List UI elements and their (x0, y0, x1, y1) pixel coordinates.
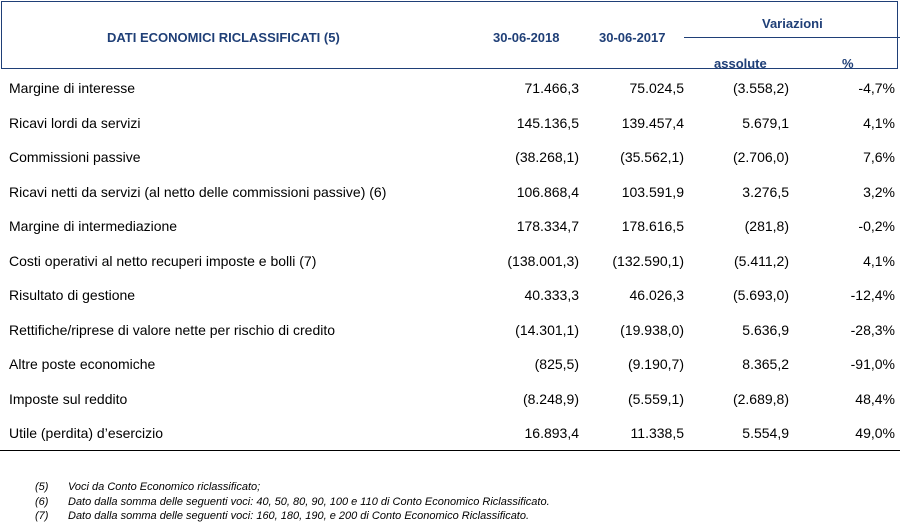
value-percent: 49,0% (855, 425, 895, 441)
table-row (0, 346, 900, 381)
variazioni-divider (684, 37, 900, 38)
value-2018: (138.001,3) (507, 252, 579, 269)
value-assolute: (2.706,0) (732, 149, 789, 165)
row-label: Ricavi netti da servizi (al netto delle commissioni passive) (6) (9, 183, 387, 200)
table-row (0, 105, 900, 140)
column-header-2017: 30-06-2017 (599, 30, 666, 45)
value-2017: 46.026,3 (629, 287, 684, 303)
table-row (0, 174, 900, 209)
value-2017: 103.591,9 (621, 183, 684, 200)
value-percent: 4,1% (863, 252, 895, 269)
row-label: Utile (perdita) d’esercizio (9, 425, 164, 441)
value-assolute: 5.679,1 (742, 114, 789, 131)
table-row (0, 312, 900, 347)
value-assolute: 5.554,9 (742, 425, 789, 441)
row-label: Margine di intermediazione (9, 218, 178, 234)
footnote-text: Dato dalla somma delle seguenti voci: 160, 180, 190, e 200 di Conto Economico Riclassificato. (68, 510, 530, 522)
value-assolute: (2.689,8) (732, 390, 789, 407)
table-row (0, 70, 900, 105)
table-row (0, 208, 900, 243)
column-header-variazioni: Variazioni (762, 16, 823, 31)
footnote-number: (5) (35, 481, 49, 493)
value-2018: 145.136,5 (516, 114, 579, 131)
column-header-2018: 30-06-2018 (493, 30, 560, 45)
row-label: Rettifiche/riprese di valore nette per rischio di credito (9, 321, 336, 338)
value-percent: -0,2% (858, 218, 895, 234)
value-2018: (14.301,1) (515, 321, 579, 338)
value-2017: (132.590,1) (612, 252, 684, 269)
value-assolute: 3.276,5 (742, 183, 789, 200)
table-row (0, 139, 900, 174)
value-percent: -12,4% (850, 287, 895, 303)
value-2018: (8.248,9) (522, 390, 579, 407)
row-label: Commissioni passive (9, 149, 141, 165)
footnote-number: (6) (35, 495, 49, 508)
value-percent: -28,3% (850, 321, 895, 338)
footnote-number: (7) (35, 510, 49, 522)
value-2017: (5.559,1) (627, 390, 684, 407)
value-2018: 106.868,4 (516, 183, 579, 200)
value-percent: -4,7% (858, 80, 895, 96)
value-2018: 71.466,3 (524, 80, 579, 96)
table-bottom-rule (0, 450, 900, 451)
value-assolute: (5.693,0) (732, 287, 789, 303)
value-assolute: (3.558,2) (732, 80, 789, 96)
value-2017: 11.338,5 (630, 425, 684, 441)
value-2017: (9.190,7) (627, 356, 684, 372)
value-assolute: 5.636,9 (742, 321, 789, 338)
value-2017: 139.457,4 (621, 114, 684, 131)
value-percent: 7,6% (863, 149, 895, 165)
value-2018: 16.893,4 (524, 425, 579, 441)
row-label: Ricavi lordi da servizi (9, 114, 141, 131)
value-2017: 178.616,5 (621, 218, 684, 234)
table-body (0, 70, 900, 450)
column-header-assolute: assolute (714, 56, 767, 71)
table-row (0, 381, 900, 416)
table-row (0, 415, 900, 450)
column-header-percent: % (842, 56, 854, 71)
value-2018: (825,5) (534, 356, 579, 372)
value-percent: -91,0% (850, 356, 895, 372)
footnote-text: Voci da Conto Economico riclassificato; (68, 481, 261, 493)
table-row (0, 243, 900, 278)
value-2018: 178.334,7 (516, 218, 579, 234)
value-percent: 4,1% (863, 114, 895, 131)
value-2017: 75.024,5 (629, 80, 684, 96)
value-percent: 48,4% (855, 390, 895, 407)
row-label: Risultato di gestione (9, 287, 136, 303)
value-assolute: (5.411,2) (734, 252, 789, 269)
value-percent: 3,2% (863, 183, 895, 200)
value-assolute: 8.365,2 (742, 356, 789, 372)
footnote-text: Dato dalla somma delle seguenti voci: 40, 50, 80, 90, 100 e 110 di Conto Economico Riclassificato. (68, 495, 550, 508)
value-2018: (38.268,1) (515, 149, 579, 165)
table-header (1, 1, 898, 69)
value-2018: 40.333,3 (524, 287, 579, 303)
value-2017: (19.938,0) (620, 321, 684, 338)
row-label: Imposte sul reddito (9, 390, 128, 407)
row-label: Altre poste economiche (9, 356, 156, 372)
table-title: DATI ECONOMICI RICLASSIFICATI (5) (107, 30, 340, 45)
table-row (0, 277, 900, 312)
row-label: Costi operativi al netto recuperi imposte e bolli (7) (9, 252, 317, 269)
value-assolute: (281,8) (744, 218, 789, 234)
value-2017: (35.562,1) (620, 149, 684, 165)
row-label: Margine di interesse (9, 80, 136, 96)
